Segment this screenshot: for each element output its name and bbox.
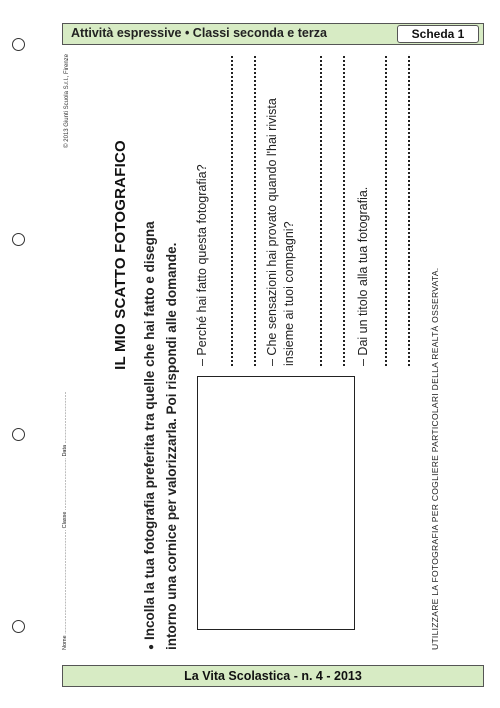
question-1: – Perché hai fatto questa fotografia? <box>195 164 209 366</box>
answer-line <box>408 56 410 366</box>
footer-bar <box>62 665 484 687</box>
answer-line <box>231 56 233 366</box>
name-class-date-line: Nome .................................................................... Classe .................................. Data .................................. <box>62 391 68 650</box>
question-2: – Che sensazioni hai provato quando l'hai rivista insieme ai tuoi compagni? <box>265 98 296 366</box>
instructions <box>140 54 182 650</box>
instruction-line-2: intorno una cornice per valorizzarla. Poi rispondi alle domande. <box>164 242 179 650</box>
photo-frame-box <box>197 376 355 630</box>
binder-hole-4 <box>12 620 25 633</box>
worksheet-page <box>60 54 440 650</box>
question-3: – Dai un titolo alla tua fotografia. <box>356 186 370 366</box>
header-bar <box>62 23 484 45</box>
worksheet-title: IL MIO SCATTO FOTOGRAFICO <box>112 140 129 370</box>
answer-line <box>385 56 387 366</box>
sheet-label: Scheda 1 <box>397 25 479 43</box>
instruction-line-1: Incolla la tua fotografia preferita tra quelle che hai fatto e disegna <box>142 221 157 640</box>
publication-label: La Vita Scolastica - n. 4 - 2013 <box>184 669 362 683</box>
answer-line <box>343 56 345 366</box>
bullet-icon: ● <box>146 643 157 650</box>
copyright-notice: © 2013 Giunti Scuola S.r.l., Firenze <box>64 54 70 148</box>
answer-line <box>254 56 256 366</box>
binder-hole-2 <box>12 233 25 246</box>
binder-hole-1 <box>12 38 25 51</box>
answer-line <box>320 56 322 366</box>
binder-hole-3 <box>12 428 25 441</box>
footnote: UTILIZZARE LA FOTOGRAFIA PER COGLIERE PARTICOLARI DELLA REALTÀ OSSERVATA. <box>430 267 440 650</box>
series-title: Attività espressive • Classi seconda e terza <box>71 26 327 40</box>
